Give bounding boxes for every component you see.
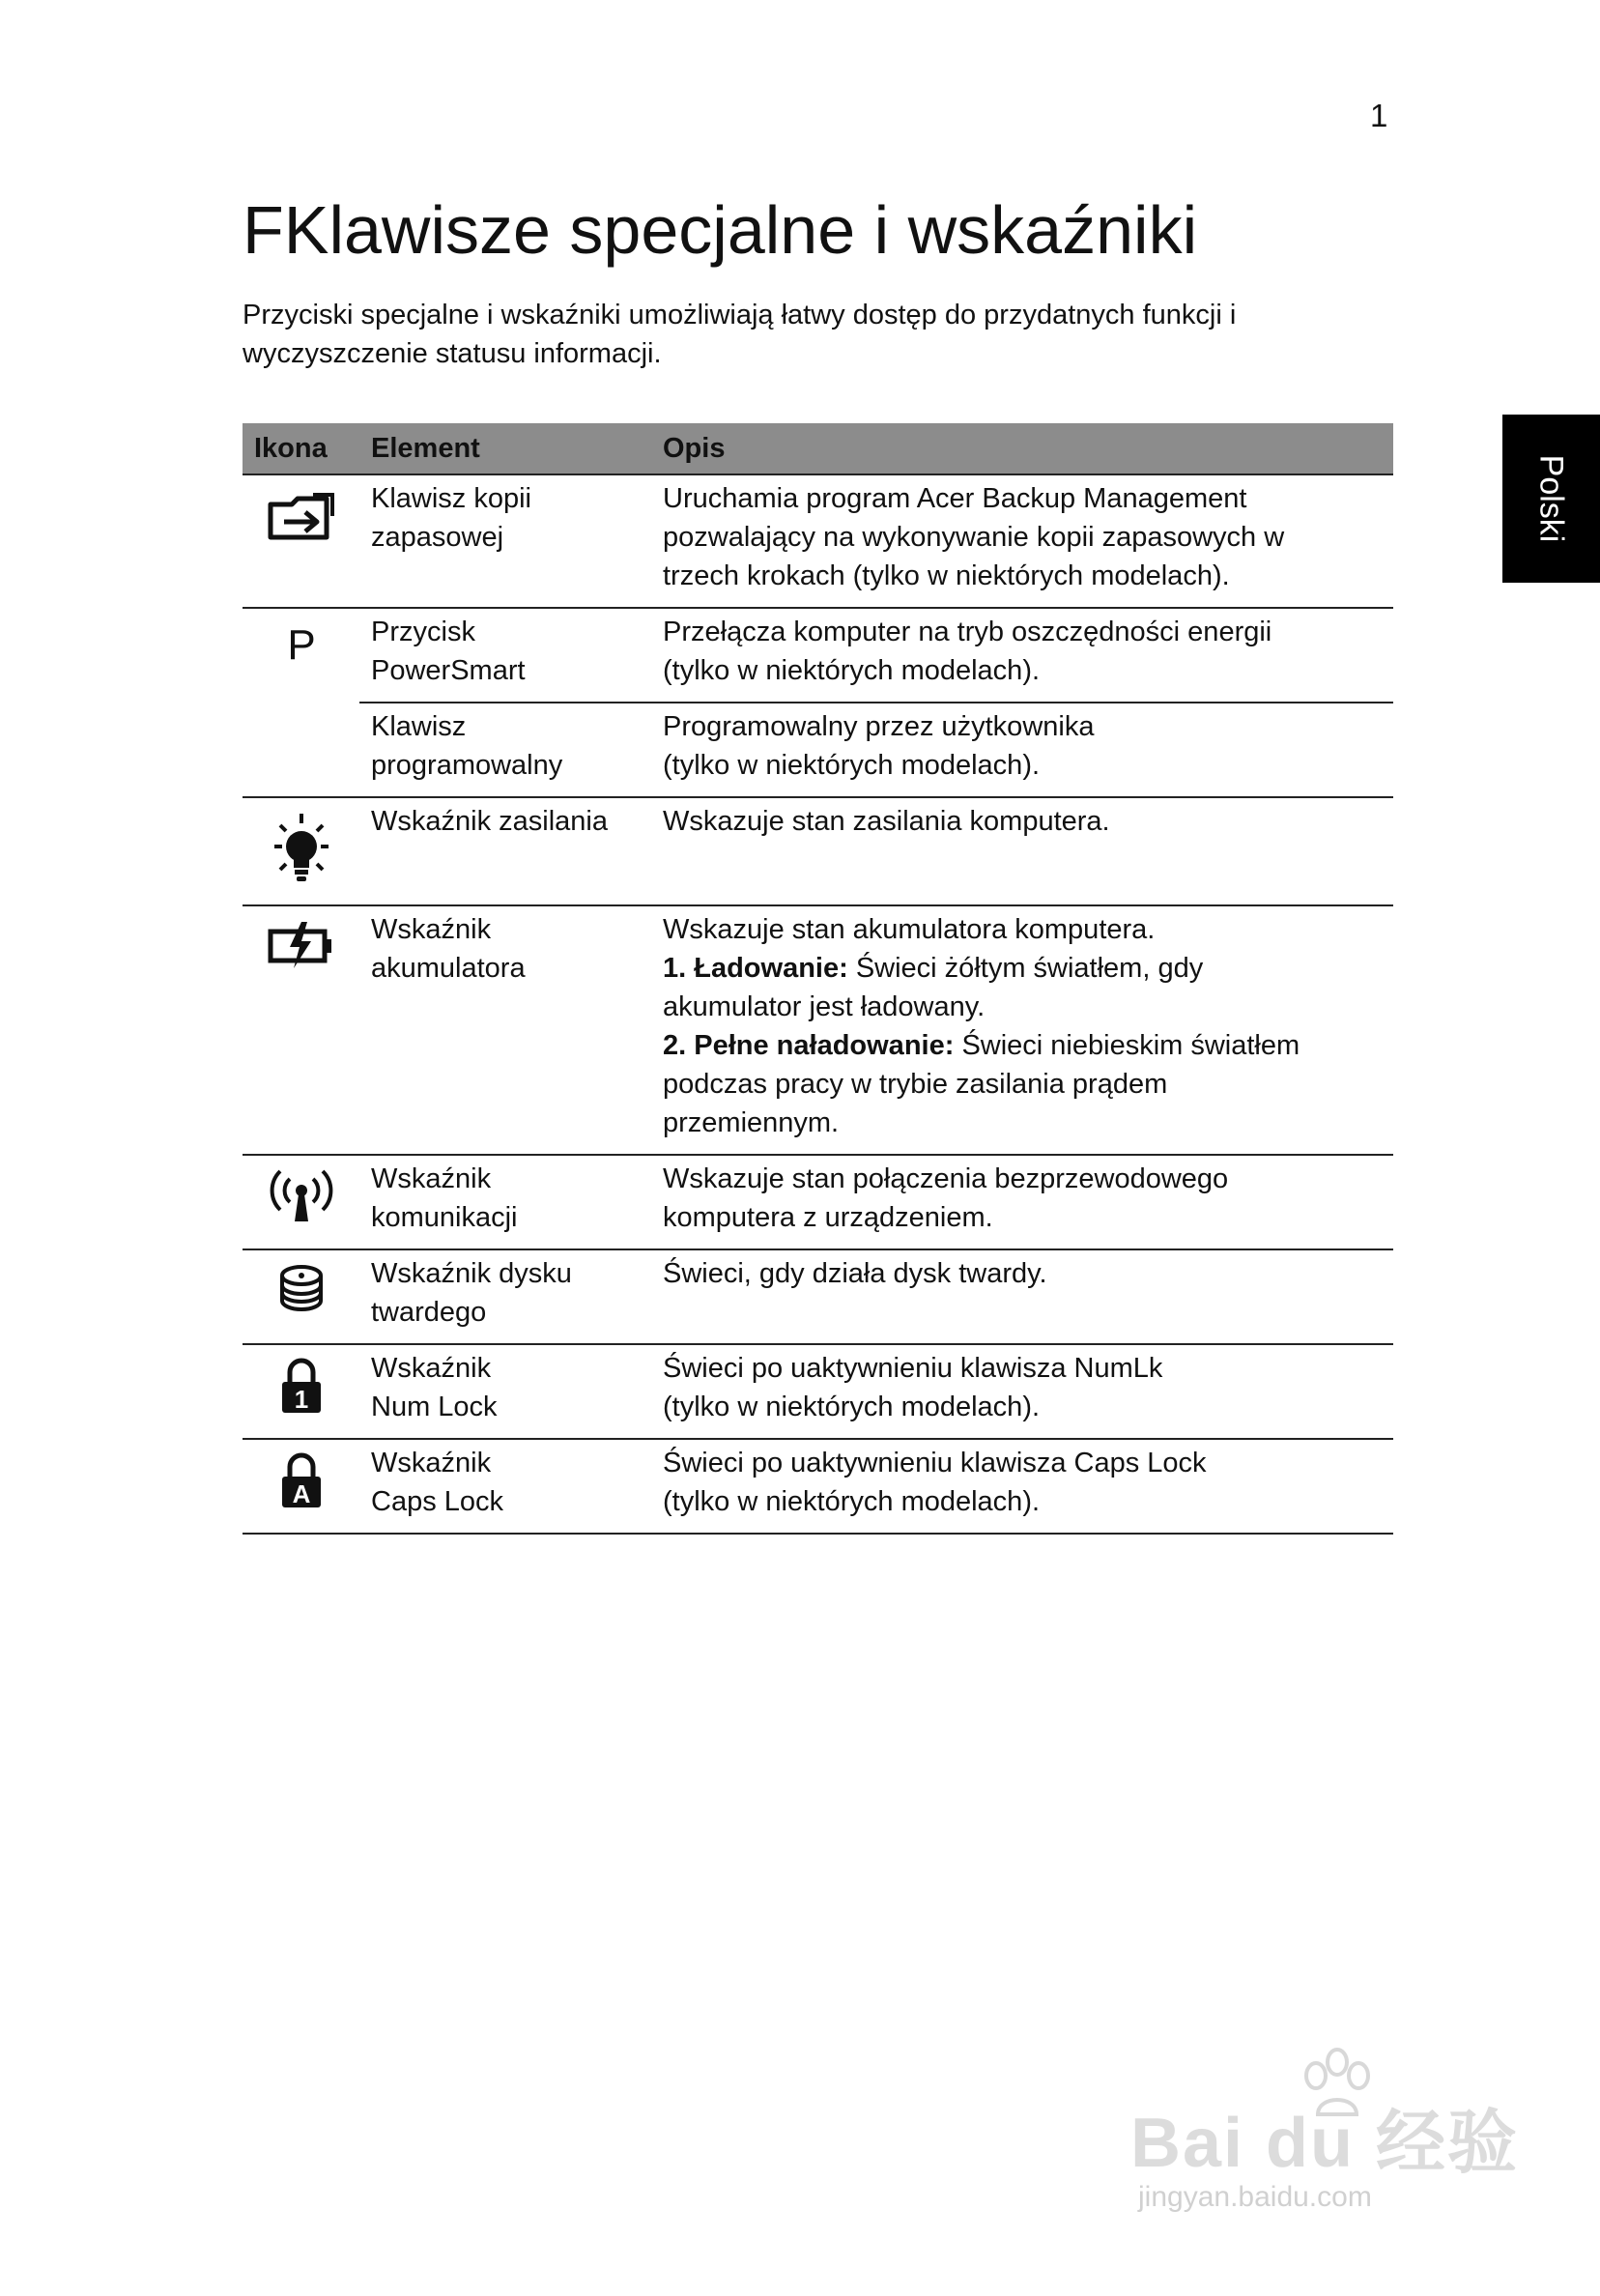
- table-row: [243, 1439, 1393, 1534]
- item-label: 1. Ładowanie:: [663, 953, 848, 984]
- description-line: pozwalający na wykonywanie kopii zapasowych w: [663, 522, 1285, 553]
- description-line: Wskazuje stan zasilania komputera.: [663, 806, 1110, 837]
- description-line: Przełącza komputer na tryb oszczędności energii: [663, 617, 1272, 647]
- baidu-watermark: [1130, 2047, 1520, 2221]
- table-row: [243, 797, 1393, 905]
- element-name-line: akumulatora: [371, 953, 526, 984]
- description-line: podczas pracy w trybie zasilania prądem: [663, 1069, 1168, 1100]
- table-header-row: [243, 423, 1393, 474]
- element-name-line: Przycisk: [371, 617, 475, 647]
- description-line: Świeci po uaktywnieniu klawisza Caps Lock: [663, 1448, 1207, 1478]
- powersmart-p-icon: [282, 620, 321, 667]
- description-line: Wskazuje stan połączenia bezprzewodowego: [663, 1163, 1229, 1194]
- item-text: Świeci żółtym światłem, gdy: [855, 953, 1204, 984]
- table-row: [243, 474, 1393, 608]
- table-row: [243, 608, 1393, 703]
- svg-text:P: P: [286, 621, 316, 667]
- backup-icon: [267, 487, 336, 545]
- element-name-line: Klawisz kopii: [371, 483, 531, 514]
- table-row: [243, 703, 1393, 797]
- hard-disk-icon: [274, 1262, 329, 1316]
- element-name-line: Klawisz: [371, 711, 467, 742]
- element-name-line: Wskaźnik dysku: [371, 1258, 572, 1289]
- element-name-line: PowerSmart: [371, 655, 526, 686]
- description-line: (tylko w niektórych modelach).: [663, 1392, 1041, 1422]
- element-name-line: komunikacji: [371, 1202, 518, 1233]
- page-number: 1: [1370, 98, 1388, 133]
- intro-paragraph: Przyciski specjalne i wskaźniki umożliwiają łatwy dostęp do przydatnych funkcji i wyczyszczenie statusu informacji.: [243, 300, 1237, 369]
- power-bulb-icon: [265, 810, 338, 891]
- element-name-line: Wskaźnik: [371, 1163, 492, 1194]
- table-row: [243, 1344, 1393, 1439]
- description-line: przemiennym.: [663, 1107, 840, 1138]
- table-row: [243, 905, 1393, 1155]
- element-name-line: Wskaźnik zasilania: [371, 806, 608, 837]
- description-line: (tylko w niektórych modelach).: [663, 655, 1041, 686]
- header-icon: Ikona: [243, 423, 359, 474]
- item-text: Świeci niebieskim światłem: [961, 1030, 1300, 1061]
- description-line: Uruchamia program Acer Backup Management: [663, 483, 1247, 514]
- description-line: [663, 949, 1386, 988]
- element-name-line: Wskaźnik: [371, 1353, 492, 1384]
- wireless-icon: [267, 1167, 336, 1225]
- description-line: Świeci, gdy działa dysk twardy.: [663, 1258, 1047, 1289]
- element-name-line: Caps Lock: [371, 1486, 504, 1517]
- element-name-line: Wskaźnik: [371, 914, 492, 945]
- element-name-line: zapasowej: [371, 522, 504, 553]
- special-keys-table: [243, 423, 1393, 1535]
- element-name-line: Num Lock: [371, 1392, 498, 1422]
- watermark-logo-text: Bai du 经验: [1130, 2105, 1520, 2182]
- svg-text:1: 1: [294, 1385, 308, 1414]
- watermark-url: jingyan.baidu.com: [1138, 2181, 1372, 2213]
- caps-lock-icon: [277, 1451, 326, 1509]
- description-line: trzech krokach (tylko w niektórych modelach).: [663, 560, 1230, 591]
- battery-charge-icon: [267, 918, 336, 972]
- num-lock-icon: [277, 1357, 326, 1415]
- description-line: [663, 1026, 1386, 1065]
- item-label: 2. Pełne naładowanie:: [663, 1030, 955, 1061]
- svg-text:A: A: [292, 1479, 310, 1508]
- description-line: komputera z urządzeniem.: [663, 1202, 993, 1233]
- table-row: [243, 1249, 1393, 1344]
- header-element: Element: [359, 423, 651, 474]
- language-tab: [1502, 415, 1600, 583]
- description-line: (tylko w niektórych modelach).: [663, 750, 1041, 781]
- description-line: Świeci po uaktywnieniu klawisza NumLk: [663, 1353, 1163, 1384]
- description-line: (tylko w niektórych modelach).: [663, 1486, 1041, 1517]
- element-name-line: twardego: [371, 1297, 487, 1328]
- table-row: [243, 1155, 1393, 1249]
- description-line: Programowalny przez użytkownika: [663, 711, 1095, 742]
- header-description: Opis: [651, 423, 1393, 474]
- description-line: Wskazuje stan akumulatora komputera.: [663, 914, 1156, 945]
- element-name-line: Wskaźnik: [371, 1448, 492, 1478]
- language-tab-label: Polski: [1532, 454, 1570, 543]
- description-line: akumulator jest ładowany.: [663, 991, 986, 1022]
- element-name-line: programowalny: [371, 750, 563, 781]
- page-title: FKlawisze specjalne i wskaźniki: [243, 192, 1198, 268]
